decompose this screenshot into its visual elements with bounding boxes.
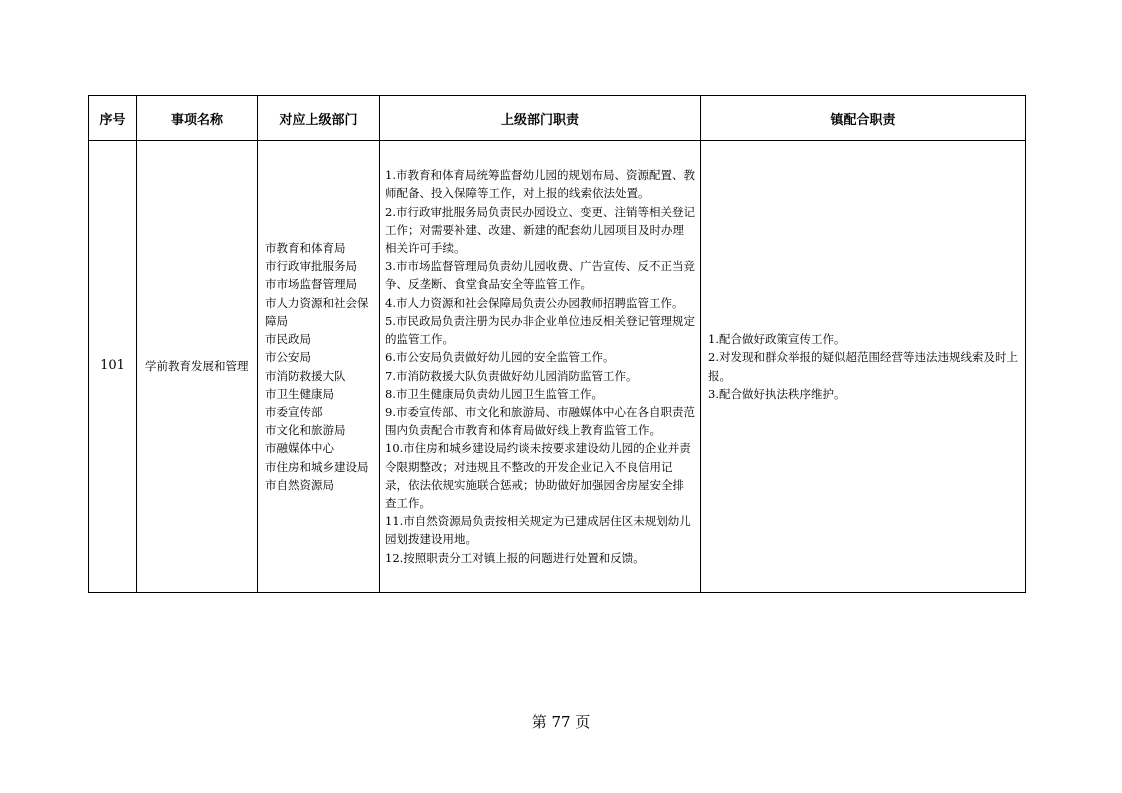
row-town-duties xyxy=(701,141,1026,593)
row-item-name: 学前教育发展和管理 xyxy=(137,141,258,593)
department-item: 市市场监督管理局 xyxy=(265,277,357,292)
department-item: 市教育和体育局 xyxy=(265,241,346,256)
duty-table xyxy=(88,95,1026,593)
row-number: 101 xyxy=(89,141,137,593)
row-departments xyxy=(258,141,380,593)
header-item-name: 事项名称 xyxy=(137,96,258,141)
superior-duty-item: 7.市消防救援大队负责做好幼儿园消防监管工作。 xyxy=(385,368,638,383)
superior-duty-item: 12.按照职责分工对镇上报的问题进行处置和反馈。 xyxy=(385,550,645,565)
department-item: 市民政局 xyxy=(265,332,311,347)
department-item: 市住房和城乡建设局 xyxy=(265,459,369,474)
row-superior-duties xyxy=(380,141,701,593)
town-duty-item: 3.配合做好执法秩序维护。 xyxy=(708,386,846,401)
table-row xyxy=(89,141,1026,593)
superior-duty-item: 9.市委宣传部、市文化和旅游局、市融媒体中心在各自职责范围内负责配合市教育和体育局做好线上教育监管工作。 xyxy=(385,404,695,438)
superior-duty-item: 1.市教育和体育局统筹监督幼儿园的规划布局、资源配置、教师配备、投入保障等工作，对上报的线索依法处置。 xyxy=(385,168,695,201)
superior-duty-item: 2.市行政审批服务局负责民办园设立、变更、注销等相关登记工作；对需要补建、改建、新建的配套幼儿园项目及时办理相关许可手续。 xyxy=(385,204,695,256)
superior-duty-item: 6.市公安局负责做好幼儿园的安全监管工作。 xyxy=(385,350,615,365)
department-item: 市委宣传部 xyxy=(265,404,323,419)
department-item: 市消防救援大队 xyxy=(265,368,346,383)
superior-duty-item: 4.市人力资源和社会保障局负责公办园教师招聘监管工作。 xyxy=(385,295,684,310)
department-item: 市卫生健康局 xyxy=(265,386,334,401)
superior-duty-item: 11.市自然资源局负责按相关规定为已建成居住区未规划幼儿园划拨建设用地。 xyxy=(385,514,691,547)
superior-duty-item: 5.市民政局负责注册为民办非企业单位违反相关登记管理规定的监管工作。 xyxy=(385,313,695,347)
superior-duty-item: 3.市市场监督管理局负责幼儿园收费、广告宣传、反不正当竞争、反垄断、食堂食品安全等监管工作。 xyxy=(385,259,695,292)
header-superior-department: 对应上级部门 xyxy=(258,96,380,141)
page-number: 第 77 页 xyxy=(531,713,591,731)
superior-duty-item: 8.市卫生健康局负责幼儿园卫生监管工作。 xyxy=(385,386,603,401)
department-item: 市人力资源和社会保障局 xyxy=(265,295,369,328)
header-superior-duties: 上级部门职责 xyxy=(380,96,701,141)
department-item: 市公安局 xyxy=(265,350,311,365)
header-town-duties: 镇配合职责 xyxy=(701,96,1026,141)
town-duty-item: 2.对发现和群众举报的疑似超范围经营等违法违规线索及时上报。 xyxy=(708,350,1018,383)
department-item: 市融媒体中心 xyxy=(265,441,334,456)
department-item: 市行政审批服务局 xyxy=(265,259,357,274)
department-item: 市文化和旅游局 xyxy=(265,423,346,438)
department-item: 市自然资源局 xyxy=(265,477,334,492)
town-duty-item: 1.配合做好政策宣传工作。 xyxy=(708,332,846,347)
table-header-row xyxy=(89,96,1026,141)
header-number: 序号 xyxy=(89,96,137,141)
superior-duty-item: 10.市住房和城乡建设局约谈未按要求建设幼儿园的企业并责令限期整改；对违规且不整改的开发企业记入不良信用记录，依法依规实施联合惩戒；协助做好加强园舍房屋安全排查工作。 xyxy=(385,441,691,510)
